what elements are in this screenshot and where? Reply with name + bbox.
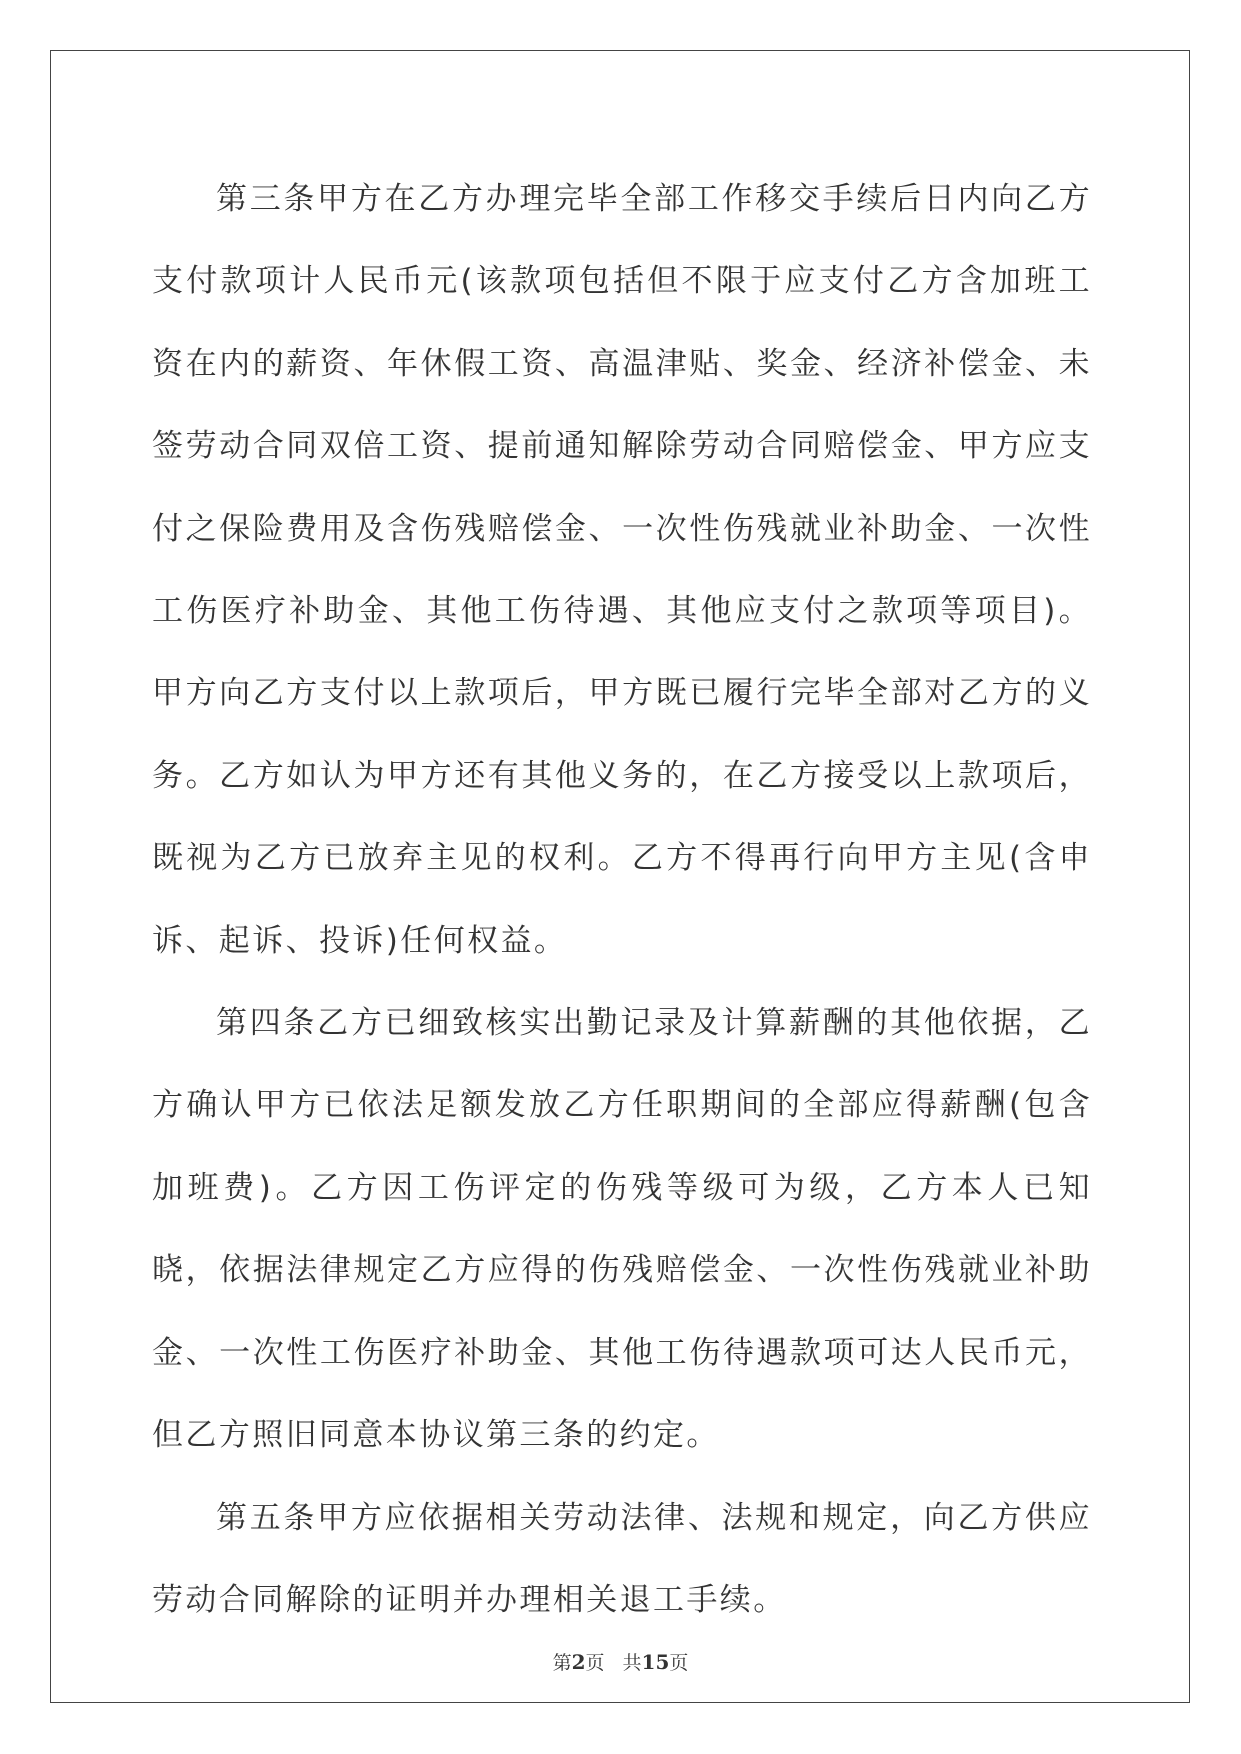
document-body	[152, 158, 1092, 1641]
total-prefix: 共	[622, 1652, 642, 1674]
page-suffix: 页	[585, 1652, 605, 1674]
paragraph-article-5: 第五条甲方应依据相关劳动法律、法规和规定，向乙方供应劳动合同解除的证明并办理相关退工手续。	[152, 1499, 1092, 1618]
total-pages: 15	[641, 1650, 670, 1674]
paragraph-article-4: 第四条乙方已细致核实出勤记录及计算薪酬的其他依据，乙方确认甲方已依法足额发放乙方任职期间的全部应得薪酬(包含加班费)。乙方因工伤评定的伤残等级可为级，乙方本人已知晓，依据法律规定乙方应得的伤残赔偿金、一次性伤残就业补助金、一次性工伤医疗补助金、其他工伤待遇款项可达人民币元，但乙方照旧同意本协议第三条的约定。	[152, 1005, 1092, 1454]
page-prefix: 第	[552, 1652, 572, 1674]
page-footer	[0, 1648, 1241, 1675]
total-suffix: 页	[669, 1652, 689, 1674]
page-number: 2	[571, 1650, 586, 1674]
paragraph-article-3: 第三条甲方在乙方办理完毕全部工作移交手续后日内向乙方支付款项计人民币元(该款项包括但不限于应支付乙方含加班工资在内的薪资、年休假工资、高温津贴、奖金、经济补偿金、未签劳动合同双倍工资、提前通知解除劳动合同赔偿金、甲方应支付之保险费用及含伤残赔偿金、一次性伤残就业补助金、一次性工伤医疗补助金、其他工伤待遇、其他应支付之款项等项目)。甲方向乙方支付以上款项后，甲方既已履行完毕全部对乙方的义务。乙方如认为甲方还有其他义务的，在乙方接受以上款项后，既视为乙方已放弃主见的权利。乙方不得再行向甲方主见(含申诉、起诉、投诉)任何权益。	[152, 181, 1092, 959]
